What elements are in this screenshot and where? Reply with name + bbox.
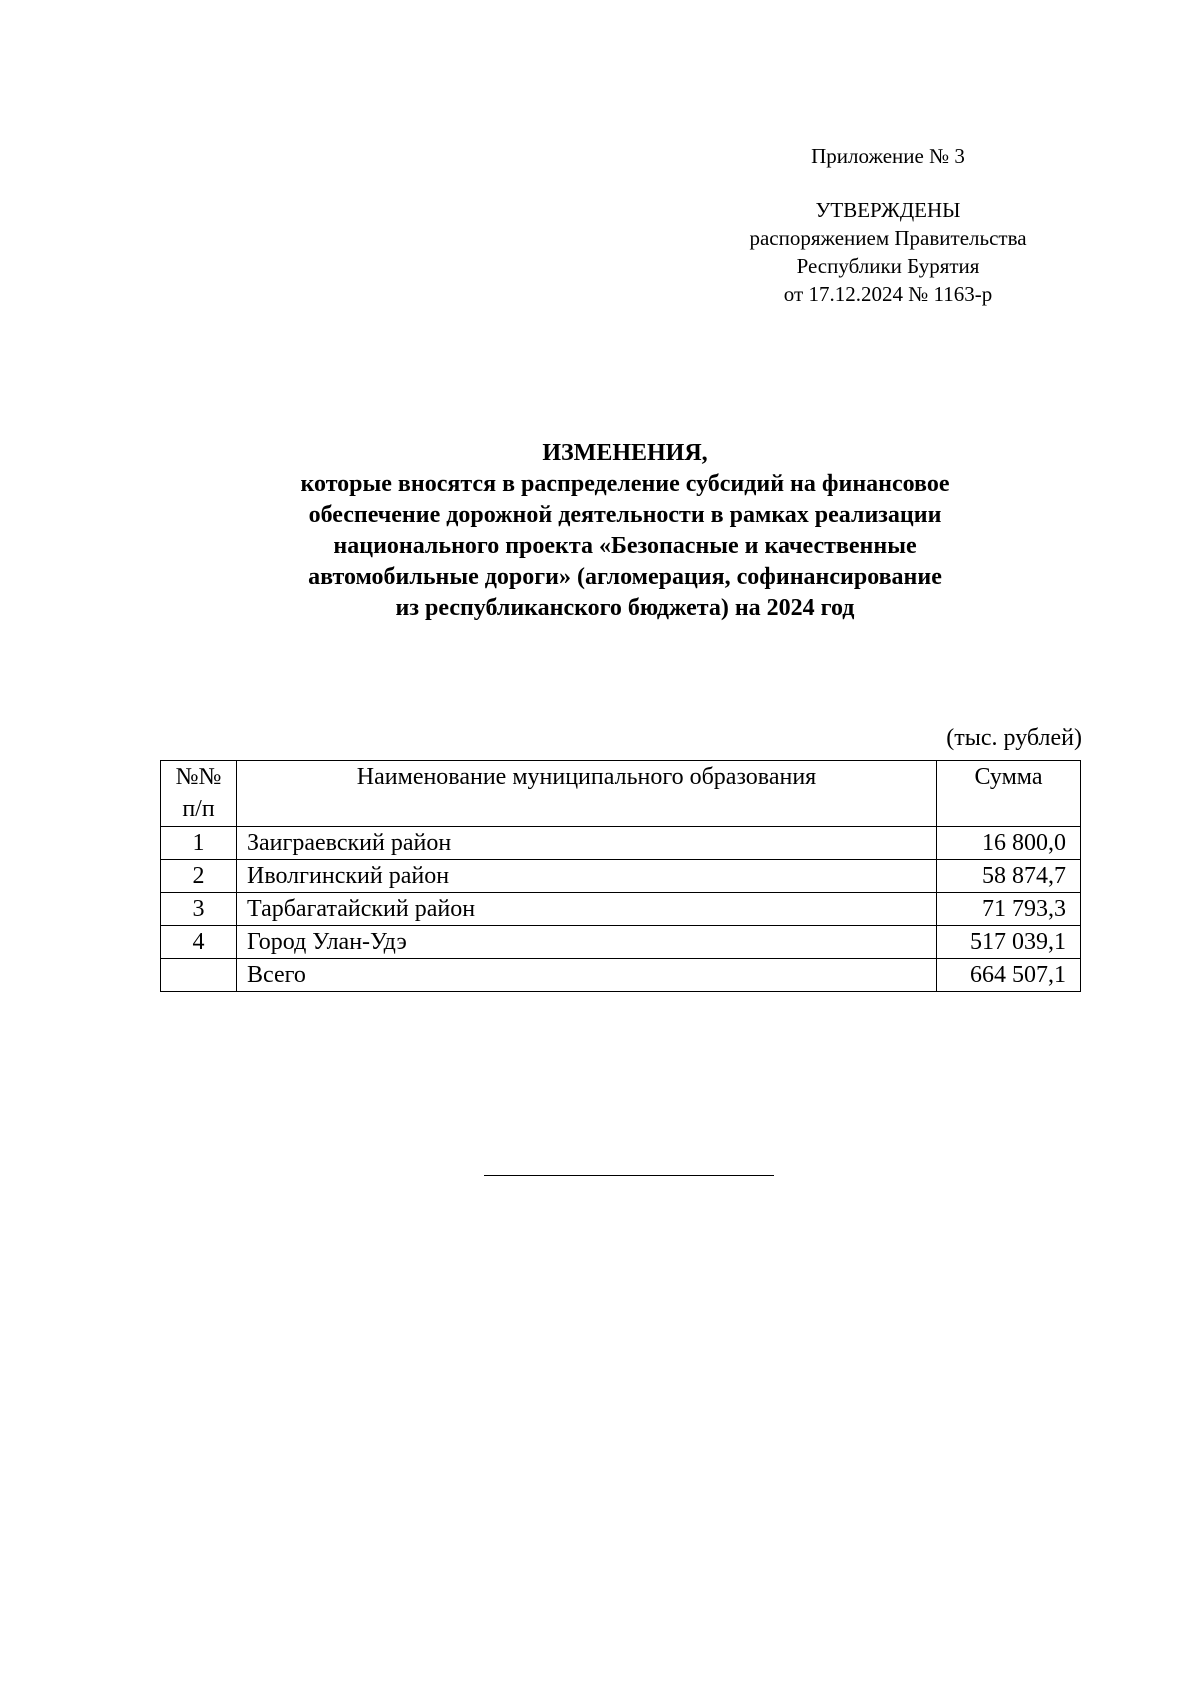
approval-line: Республики Бурятия xyxy=(796,254,980,278)
row-name: Заиграевский район xyxy=(237,827,937,860)
row-sum: 517 039,1 xyxy=(937,926,1081,959)
row-number: 2 xyxy=(161,860,237,893)
total-label: Всего xyxy=(237,959,937,992)
row-sum: 16 800,0 xyxy=(937,827,1081,860)
title-line: из республиканского бюджета) на 2024 год xyxy=(395,595,855,621)
row-name: Город Улан-Удэ xyxy=(237,926,937,959)
title-line: которые вносятся в распределение субсидий на финансовое xyxy=(300,471,950,497)
row-number: 4 xyxy=(161,926,237,959)
units-note: (тыс. рублей) xyxy=(946,725,1082,751)
title-line: национального проекта «Безопасные и качественные xyxy=(333,533,917,559)
appendix-number: Приложение № 3 xyxy=(811,144,965,168)
table-row xyxy=(161,893,1081,926)
row-sum: 58 874,7 xyxy=(937,860,1081,893)
title-line: автомобильные дороги» (агломерация, софинансирование xyxy=(308,564,942,590)
header-number xyxy=(161,761,237,827)
header-number-line2: п/п xyxy=(182,796,215,822)
header-number-line1: №№ xyxy=(175,764,222,790)
row-sum: 71 793,3 xyxy=(937,893,1081,926)
approval-line: УТВЕРЖДЕНЫ xyxy=(815,198,961,222)
table-row xyxy=(161,860,1081,893)
table-row xyxy=(161,926,1081,959)
total-number xyxy=(161,959,237,992)
approval-block xyxy=(722,196,1054,308)
title-line: обеспечение дорожной деятельности в рамках реализации xyxy=(308,502,942,528)
total-sum: 664 507,1 xyxy=(937,959,1081,992)
row-number: 1 xyxy=(161,827,237,860)
closing-line xyxy=(484,1175,774,1176)
header-sum: Сумма xyxy=(937,761,1081,827)
subsidy-distribution-table xyxy=(160,760,1081,992)
approval-line: распоряжением Правительства xyxy=(749,226,1027,250)
approval-date: от 17.12.2024 № 1163-р xyxy=(783,282,993,306)
table-total-row xyxy=(161,959,1081,992)
row-name: Тарбагатайский район xyxy=(237,893,937,926)
table-header-row xyxy=(161,761,1081,827)
title-heading: ИЗМЕНЕНИЯ, xyxy=(542,440,708,466)
header-name: Наименование муниципального образования xyxy=(237,761,937,827)
document-title xyxy=(140,438,1110,624)
table-row xyxy=(161,827,1081,860)
row-number: 3 xyxy=(161,893,237,926)
row-name: Иволгинский район xyxy=(237,860,937,893)
